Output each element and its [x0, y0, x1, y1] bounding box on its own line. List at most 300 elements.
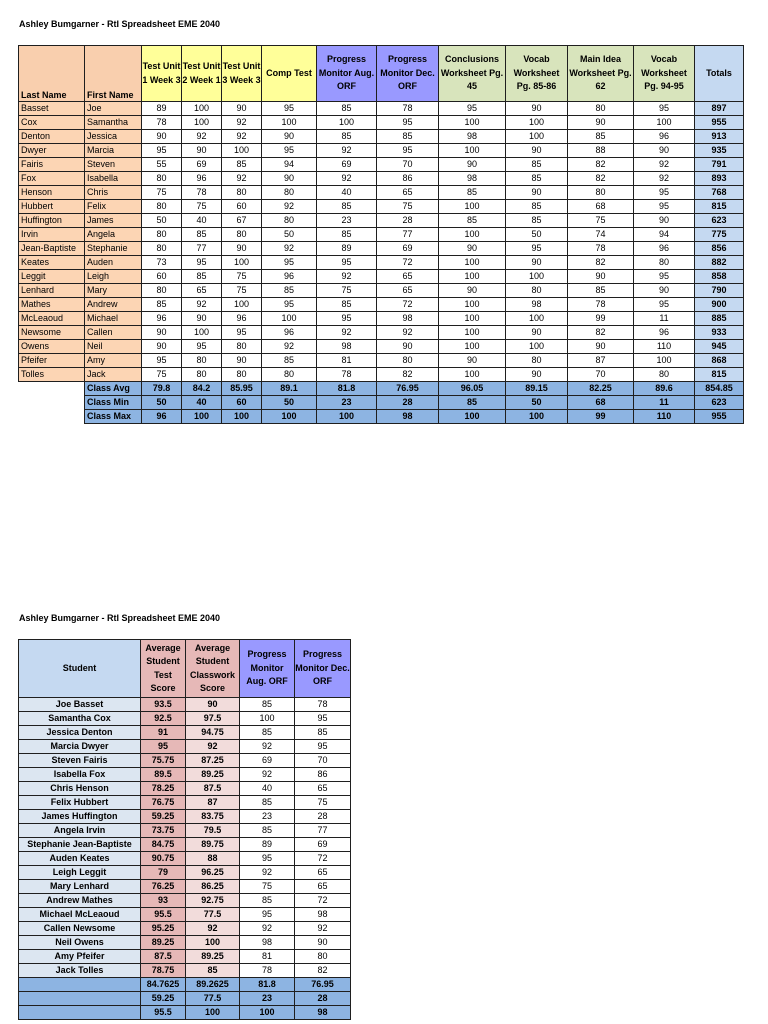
- total-cell: 897: [695, 102, 744, 116]
- last-name-cell: McLeaoud: [19, 312, 85, 326]
- empty-cell: [19, 396, 85, 410]
- score-cell: 80: [222, 368, 262, 382]
- progress-aug-cell: 95: [240, 908, 295, 922]
- student-name-cell: Amy Pfeifer: [19, 950, 141, 964]
- col-header-conclusions: Conclusions Worksheet Pg. 45: [439, 46, 506, 102]
- score-cell: 90: [634, 284, 695, 298]
- table-row: [19, 726, 351, 740]
- student-name-cell: Stephanie Jean-Baptiste: [19, 838, 141, 852]
- score-cell: 90: [222, 102, 262, 116]
- first-name-cell: Andrew: [85, 298, 142, 312]
- last-name-cell: Jean-Baptiste: [19, 242, 85, 256]
- total-cell: 900: [695, 298, 744, 312]
- progress-aug-cell: 78: [240, 964, 295, 978]
- score-cell: 65: [377, 284, 439, 298]
- score-cell: 96: [262, 270, 317, 284]
- total-cell: 775: [695, 228, 744, 242]
- first-name-cell: Callen: [85, 326, 142, 340]
- table-row: [19, 698, 351, 712]
- stat-label-cell: Class Max: [85, 410, 142, 424]
- table-row: [19, 130, 744, 144]
- stat-value-cell: 23: [317, 396, 377, 410]
- score-cell: 89: [317, 242, 377, 256]
- avg-classwork-cell: 88: [186, 852, 240, 866]
- progress-aug-cell: 75: [240, 880, 295, 894]
- avg-test-cell: 92.5: [141, 712, 186, 726]
- first-name-cell: Chris: [85, 186, 142, 200]
- student-name-cell: Chris Henson: [19, 782, 141, 796]
- score-cell: 95: [377, 116, 439, 130]
- score-cell: 69: [182, 158, 222, 172]
- score-cell: 92: [222, 116, 262, 130]
- first-name-cell: Felix: [85, 200, 142, 214]
- score-cell: 90: [262, 130, 317, 144]
- table-row: [19, 782, 351, 796]
- score-cell: 95: [634, 102, 695, 116]
- score-cell: 95: [439, 102, 506, 116]
- score-cell: 110: [634, 340, 695, 354]
- stat-value-cell: 99: [568, 410, 634, 424]
- score-cell: 100: [222, 256, 262, 270]
- stat-value-cell: 110: [634, 410, 695, 424]
- score-cell: 100: [634, 116, 695, 130]
- empty-cell: [19, 992, 141, 1006]
- progress-dec-cell: 95: [295, 712, 351, 726]
- total-cell: 856: [695, 242, 744, 256]
- total-cell: 815: [695, 368, 744, 382]
- score-cell: 96: [262, 326, 317, 340]
- stat-value-cell: 60: [222, 396, 262, 410]
- last-name-cell: Basset: [19, 102, 85, 116]
- score-cell: 78: [568, 298, 634, 312]
- score-cell: 90: [262, 172, 317, 186]
- table-row: [19, 242, 744, 256]
- score-cell: 96: [222, 312, 262, 326]
- stat-avg-test-cell: 59.25: [141, 992, 186, 1006]
- score-cell: 100: [182, 326, 222, 340]
- col-header-test-unit-3: Test Unit 3 Week 3: [222, 46, 262, 102]
- score-cell: 80: [634, 256, 695, 270]
- score-cell: 85: [506, 172, 568, 186]
- class-stat-row: [19, 410, 744, 424]
- stat-avg-classwork-cell: 100: [186, 1006, 240, 1020]
- avg-classwork-cell: 100: [186, 936, 240, 950]
- score-cell: 95: [506, 242, 568, 256]
- total-cell: 955: [695, 116, 744, 130]
- score-cell: 78: [142, 116, 182, 130]
- total-cell: 623: [695, 214, 744, 228]
- progress-aug-cell: 40: [240, 782, 295, 796]
- score-cell: 65: [377, 186, 439, 200]
- score-cell: 50: [262, 228, 317, 242]
- stat-progress-dec-cell: 28: [295, 992, 351, 1006]
- progress-aug-cell: 92: [240, 768, 295, 782]
- score-cell: 80: [142, 200, 182, 214]
- avg-test-cell: 59.25: [141, 810, 186, 824]
- score-cell: 82: [568, 326, 634, 340]
- table-row: [19, 964, 351, 978]
- score-cell: 85: [506, 158, 568, 172]
- summary-stat-row: [19, 1006, 351, 1020]
- stat-avg-test-cell: 84.7625: [141, 978, 186, 992]
- score-cell: 80: [377, 354, 439, 368]
- score-cell: 85: [439, 214, 506, 228]
- avg-classwork-cell: 87.5: [186, 782, 240, 796]
- student-name-cell: Michael McLeaoud: [19, 908, 141, 922]
- table-row: [19, 754, 351, 768]
- score-cell: 98: [439, 130, 506, 144]
- stat-value-cell: 81.8: [317, 382, 377, 396]
- score-cell: 80: [182, 354, 222, 368]
- col-header-avg-classwork: Average Student Classwork Score: [186, 640, 240, 698]
- empty-cell: [19, 382, 85, 396]
- stat-value-cell: 100: [222, 410, 262, 424]
- score-cell: 70: [568, 368, 634, 382]
- student-name-cell: Auden Keates: [19, 852, 141, 866]
- score-cell: 75: [222, 270, 262, 284]
- score-cell: 90: [568, 116, 634, 130]
- class-stat-row: [19, 382, 744, 396]
- score-cell: 100: [439, 228, 506, 242]
- score-cell: 96: [634, 130, 695, 144]
- stat-value-cell: 89.6: [634, 382, 695, 396]
- score-cell: 81: [317, 354, 377, 368]
- table-row: [19, 368, 744, 382]
- last-name-cell: Cox: [19, 116, 85, 130]
- first-name-cell: Isabella: [85, 172, 142, 186]
- stat-value-cell: 85: [439, 396, 506, 410]
- last-name-cell: Pfeifer: [19, 354, 85, 368]
- progress-aug-cell: 92: [240, 740, 295, 754]
- avg-classwork-cell: 96.25: [186, 866, 240, 880]
- last-name-cell: Owens: [19, 340, 85, 354]
- score-cell: 70: [377, 158, 439, 172]
- total-cell: 868: [695, 354, 744, 368]
- score-cell: 80: [568, 186, 634, 200]
- score-cell: 72: [377, 298, 439, 312]
- score-cell: 80: [262, 368, 317, 382]
- table-row: [19, 284, 744, 298]
- score-cell: 95: [634, 270, 695, 284]
- avg-classwork-cell: 77.5: [186, 908, 240, 922]
- col-header-last-name: Last Name: [19, 46, 85, 102]
- student-name-cell: Marcia Dwyer: [19, 740, 141, 754]
- table-row: [19, 796, 351, 810]
- score-cell: 100: [439, 326, 506, 340]
- progress-dec-cell: 65: [295, 880, 351, 894]
- avg-classwork-cell: 83.75: [186, 810, 240, 824]
- avg-classwork-cell: 87.25: [186, 754, 240, 768]
- stat-total-cell: 854.85: [695, 382, 744, 396]
- col-header-vocab-85: Vocab Worksheet Pg. 85-86: [506, 46, 568, 102]
- table-row: [19, 866, 351, 880]
- score-cell: 85: [222, 158, 262, 172]
- first-name-cell: Auden: [85, 256, 142, 270]
- stat-value-cell: 85.95: [222, 382, 262, 396]
- score-cell: 90: [439, 242, 506, 256]
- col-header-avg-test: Average Student Test Score: [141, 640, 186, 698]
- progress-dec-cell: 82: [295, 964, 351, 978]
- last-name-cell: Fox: [19, 172, 85, 186]
- progress-aug-cell: 92: [240, 922, 295, 936]
- col-header-test-unit-2: Test Unit 2 Week 1: [182, 46, 222, 102]
- score-cell: 100: [439, 200, 506, 214]
- progress-dec-cell: 69: [295, 838, 351, 852]
- table-row: [19, 144, 744, 158]
- total-cell: 882: [695, 256, 744, 270]
- avg-classwork-cell: 92.75: [186, 894, 240, 908]
- score-cell: 99: [568, 312, 634, 326]
- table-row: [19, 256, 744, 270]
- score-cell: 100: [439, 340, 506, 354]
- avg-classwork-cell: 87: [186, 796, 240, 810]
- score-cell: 40: [317, 186, 377, 200]
- score-cell: 90: [142, 130, 182, 144]
- score-cell: 95: [262, 144, 317, 158]
- progress-aug-cell: 81: [240, 950, 295, 964]
- score-cell: 65: [182, 284, 222, 298]
- table-row: [19, 712, 351, 726]
- first-name-cell: Joe: [85, 102, 142, 116]
- score-cell: 95: [634, 298, 695, 312]
- score-cell: 90: [142, 326, 182, 340]
- score-cell: 72: [377, 256, 439, 270]
- student-name-cell: Mary Lenhard: [19, 880, 141, 894]
- score-cell: 95: [317, 256, 377, 270]
- score-cell: 100: [222, 298, 262, 312]
- score-cell: 100: [439, 270, 506, 284]
- table-row: [19, 740, 351, 754]
- score-cell: 85: [182, 228, 222, 242]
- table-row: [19, 102, 744, 116]
- avg-classwork-cell: 89.25: [186, 768, 240, 782]
- student-name-cell: Neil Owens: [19, 936, 141, 950]
- score-cell: 90: [439, 284, 506, 298]
- score-cell: 88: [568, 144, 634, 158]
- empty-cell: [19, 978, 141, 992]
- score-cell: 100: [439, 144, 506, 158]
- avg-test-cell: 76.25: [141, 880, 186, 894]
- avg-test-cell: 90.75: [141, 852, 186, 866]
- last-name-cell: Denton: [19, 130, 85, 144]
- score-cell: 69: [317, 158, 377, 172]
- table-row: [19, 214, 744, 228]
- score-cell: 96: [182, 172, 222, 186]
- score-cell: 67: [222, 214, 262, 228]
- score-cell: 80: [222, 186, 262, 200]
- table-row: [19, 270, 744, 284]
- score-cell: 95: [262, 102, 317, 116]
- table-row: [19, 200, 744, 214]
- progress-dec-cell: 80: [295, 950, 351, 964]
- score-cell: 85: [317, 298, 377, 312]
- score-cell: 92: [377, 326, 439, 340]
- score-cell: 85: [506, 214, 568, 228]
- score-cell: 95: [182, 256, 222, 270]
- stat-value-cell: 50: [506, 396, 568, 410]
- score-cell: 80: [222, 228, 262, 242]
- score-cell: 23: [317, 214, 377, 228]
- summary-stat-row: [19, 992, 351, 1006]
- table-row: [19, 186, 744, 200]
- progress-aug-cell: 85: [240, 894, 295, 908]
- score-cell: 85: [568, 130, 634, 144]
- avg-test-cell: 95.25: [141, 922, 186, 936]
- student-name-cell: Steven Fairis: [19, 754, 141, 768]
- score-cell: 100: [439, 116, 506, 130]
- score-cell: 100: [506, 340, 568, 354]
- stat-avg-test-cell: 95.5: [141, 1006, 186, 1020]
- score-cell: 92: [222, 130, 262, 144]
- stat-value-cell: 100: [262, 410, 317, 424]
- first-name-cell: Jack: [85, 368, 142, 382]
- student-name-cell: Angela Irvin: [19, 824, 141, 838]
- stat-value-cell: 100: [182, 410, 222, 424]
- student-name-cell: Isabella Fox: [19, 768, 141, 782]
- score-cell: 80: [506, 354, 568, 368]
- table-row: [19, 950, 351, 964]
- score-cell: 100: [222, 144, 262, 158]
- stat-progress-dec-cell: 76.95: [295, 978, 351, 992]
- page-title: Ashley Bumgarner - RtI Spreadsheet EME 2040: [19, 19, 221, 29]
- score-cell: 75: [142, 186, 182, 200]
- table-row: [19, 228, 744, 242]
- avg-test-cell: 75.75: [141, 754, 186, 768]
- stat-value-cell: 100: [317, 410, 377, 424]
- stat-progress-dec-cell: 98: [295, 1006, 351, 1020]
- score-cell: 28: [377, 214, 439, 228]
- score-cell: 92: [317, 144, 377, 158]
- score-cell: 95: [262, 298, 317, 312]
- total-cell: 933: [695, 326, 744, 340]
- progress-aug-cell: 85: [240, 824, 295, 838]
- score-cell: 80: [142, 242, 182, 256]
- score-cell: 92: [634, 172, 695, 186]
- avg-test-cell: 93: [141, 894, 186, 908]
- progress-aug-cell: 69: [240, 754, 295, 768]
- score-cell: 95: [262, 256, 317, 270]
- total-cell: 885: [695, 312, 744, 326]
- score-cell: 77: [377, 228, 439, 242]
- table-row: [19, 326, 744, 340]
- first-name-cell: Samantha: [85, 116, 142, 130]
- avg-classwork-cell: 89.25: [186, 950, 240, 964]
- table-row: [19, 312, 744, 326]
- avg-test-cell: 89.25: [141, 936, 186, 950]
- score-cell: 92: [182, 298, 222, 312]
- student-name-cell: Callen Newsome: [19, 922, 141, 936]
- avg-classwork-cell: 92: [186, 740, 240, 754]
- score-cell: 92: [222, 172, 262, 186]
- student-name-cell: Leigh Leggit: [19, 866, 141, 880]
- col-header-test-unit-1: Test Unit 1 Week 3: [142, 46, 182, 102]
- score-cell: 90: [222, 354, 262, 368]
- first-name-cell: Amy: [85, 354, 142, 368]
- progress-dec-cell: 72: [295, 894, 351, 908]
- score-cell: 90: [506, 186, 568, 200]
- last-name-cell: Henson: [19, 186, 85, 200]
- score-cell: 65: [377, 270, 439, 284]
- avg-test-cell: 84.75: [141, 838, 186, 852]
- col-header-student: Student: [19, 640, 141, 698]
- first-name-cell: Stephanie: [85, 242, 142, 256]
- score-cell: 98: [506, 298, 568, 312]
- stat-value-cell: 50: [142, 396, 182, 410]
- score-cell: 80: [262, 186, 317, 200]
- score-cell: 90: [182, 144, 222, 158]
- score-cell: 98: [439, 172, 506, 186]
- last-name-cell: Fairis: [19, 158, 85, 172]
- score-cell: 100: [439, 312, 506, 326]
- score-cell: 100: [262, 312, 317, 326]
- rti-score-table: [18, 45, 744, 424]
- score-cell: 85: [317, 228, 377, 242]
- score-cell: 95: [222, 326, 262, 340]
- score-cell: 85: [142, 298, 182, 312]
- progress-aug-cell: 100: [240, 712, 295, 726]
- table-row: [19, 340, 744, 354]
- first-name-cell: Angela: [85, 228, 142, 242]
- stat-value-cell: 76.95: [377, 382, 439, 396]
- score-cell: 94: [634, 228, 695, 242]
- first-name-cell: Mary: [85, 284, 142, 298]
- progress-aug-cell: 23: [240, 810, 295, 824]
- avg-test-cell: 91: [141, 726, 186, 740]
- table-row: [19, 810, 351, 824]
- score-cell: 90: [568, 270, 634, 284]
- stat-value-cell: 84.2: [182, 382, 222, 396]
- score-cell: 100: [262, 116, 317, 130]
- score-cell: 100: [317, 116, 377, 130]
- col-header-main-idea: Main Idea Worksheet Pg. 62: [568, 46, 634, 102]
- score-cell: 92: [634, 158, 695, 172]
- avg-classwork-cell: 92: [186, 922, 240, 936]
- stat-progress-aug-cell: 100: [240, 1006, 295, 1020]
- col-header-vocab-94: Vocab Worksheet Pg. 94-95: [634, 46, 695, 102]
- score-cell: 98: [377, 312, 439, 326]
- progress-aug-cell: 89: [240, 838, 295, 852]
- score-cell: 85: [506, 200, 568, 214]
- col-header-progress-aug: Progress Monitor Aug. ORF: [240, 640, 295, 698]
- score-cell: 92: [262, 340, 317, 354]
- score-cell: 80: [634, 368, 695, 382]
- score-cell: 80: [142, 284, 182, 298]
- score-cell: 90: [506, 368, 568, 382]
- score-cell: 75: [568, 214, 634, 228]
- score-cell: 75: [142, 368, 182, 382]
- first-name-cell: Steven: [85, 158, 142, 172]
- first-name-cell: Leigh: [85, 270, 142, 284]
- stat-progress-aug-cell: 81.8: [240, 978, 295, 992]
- score-cell: 98: [317, 340, 377, 354]
- student-name-cell: Joe Basset: [19, 698, 141, 712]
- score-cell: 90: [506, 256, 568, 270]
- progress-dec-cell: 98: [295, 908, 351, 922]
- score-cell: 96: [634, 326, 695, 340]
- progress-aug-cell: 85: [240, 796, 295, 810]
- score-cell: 80: [568, 102, 634, 116]
- col-header-progress-dec: Progress Monitor Dec. ORF: [295, 640, 351, 698]
- score-cell: 86: [377, 172, 439, 186]
- score-cell: 92: [262, 200, 317, 214]
- stat-total-cell: 955: [695, 410, 744, 424]
- progress-dec-cell: 92: [295, 922, 351, 936]
- score-cell: 85: [377, 130, 439, 144]
- score-cell: 60: [222, 200, 262, 214]
- progress-aug-cell: 85: [240, 726, 295, 740]
- table-row: [19, 116, 744, 130]
- col-header-totals: Totals: [695, 46, 744, 102]
